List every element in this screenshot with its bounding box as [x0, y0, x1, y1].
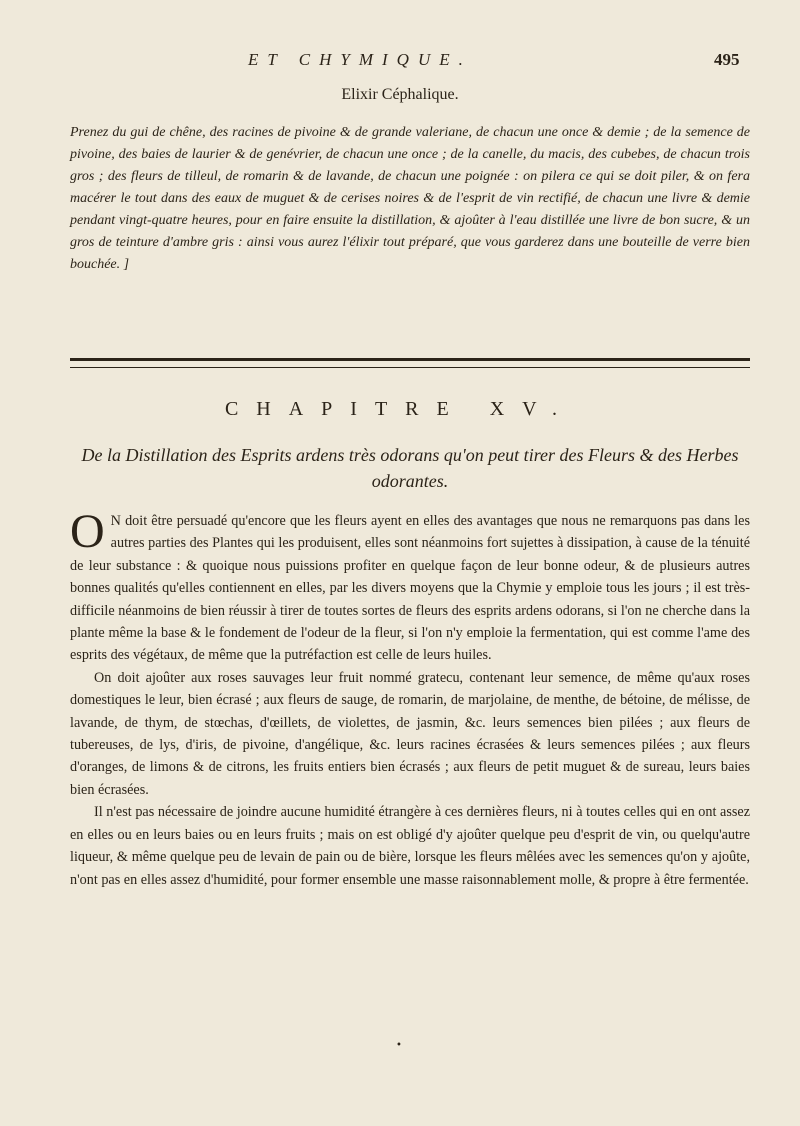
recipe-paragraph: Prenez du gui de chêne, des racines de pivoine & de grande valeriane, de chacun une once & demie ; de la semence de pivoine, des baies de laurier & de genévrier, de chacun une once ; de la canelle, du macis, des cubebes, de chacun trois gros ; des fleurs de tilleul, de romarin & de lavande, de chacun une poignée : on pilera ce qui se doit piler, & on fera macérer le tout dans des eaux de muguet & de cerises noires & de l'esprit de vin rectifié, de chacun une livre & demie pendant vingt-quatre heures, pour en faire ensuite la distillation, & ajoûter à l'eau distillée une livre de bon sucre, & un gros de teinture d'ambre gris : ainsi vous aurez l'élixir tout préparé, que vous garderez dans une bouteille de verre bien bouchée. ] [70, 125, 750, 272]
paragraph-3: Il n'est pas nécessaire de joindre aucune humidité étrangère à ces dernières fleurs, ni à toutes celles qui en ont assez en elles ou en leurs baies ou en leurs fruits ; mais on est obligé d'y ajoûter quelque peu d'esprit de vin, ou quelqu'autre liqueur, & même quelque peu de levain de pain ou de bière, lorsque les fleurs mêlées avec les semences qu'on y ajoûte, n'ont pas en elles assez d'humidité, pour former ensemble une masse raisonnablement molle, & propre à être fermentée. [70, 804, 750, 888]
ornamental-rule [70, 358, 750, 368]
running-head [0, 50, 800, 74]
running-title: ET CHYMIQUE. [248, 50, 472, 69]
paragraph-1-text: N doit être persuadé qu'encore que les fleurs ayent en elles des avantages que nous ne remarquons pas dans les autres parties des Plantes qui les produisent, elles sont néanmoins fort sujettes à dissipation, à cause de la ténuité de leur substance : & quoique nous puissions profiter en quelque façon de leur bonne odeur, & de plusieurs autres bonnes qualités qu'elles contiennent en elles, par les divers moyens que la Chymie y emploie tous les jours ; il est très-difficile néanmoins de bien réussir à tirer de toutes sortes de fleurs des esprits ardens odorans, si l'on ne cherche dans la plante même la base & le fondement de l'odeur de la fleur, si l'on n'y emploie la fermentation, qui est comme l'ame des esprits des végétaux, de même que la putréfaction est celle de leurs huiles. [70, 513, 750, 664]
section-title: Elixir Céphalique. [341, 86, 459, 103]
paragraph-1 [70, 505, 750, 667]
chapter-body [70, 505, 750, 891]
page-number: 495 [714, 50, 740, 69]
paragraph-2: On doit ajoûter aux roses sauvages leur fruit nommé gratecu, contenant leur semence, de même qu'aux roses domestiques le leur, bien écrasé ; aux fleurs de sauge, de romarin, de marjolaine, de menthe, de bétoine, de mélisse, de lavande, de thym, de stœchas, d'œillets, de violettes, de jasmin, &c. leurs semences bien pilées ; aux fleurs de tubereuses, de lys, d'iris, de pivoine, d'angélique, &c. leurs racines écrasées & leurs semences pilées ; aux fleurs d'oranges, de limons & de citrons, les fruits entiers bien écrasés ; aux fleurs de petit muguet & de sureau, leurs baies bien écrasées. [70, 669, 750, 798]
chapter-title: De la Distillation des Esprits ardens très odorans qu'on peut tirer des Fleurs & des Herbes odorantes. [81, 445, 739, 491]
bottom-mark: • [396, 1040, 402, 1051]
chapter-heading: CHAPITRE XV. [224, 398, 576, 420]
drop-cap: O [70, 505, 105, 558]
